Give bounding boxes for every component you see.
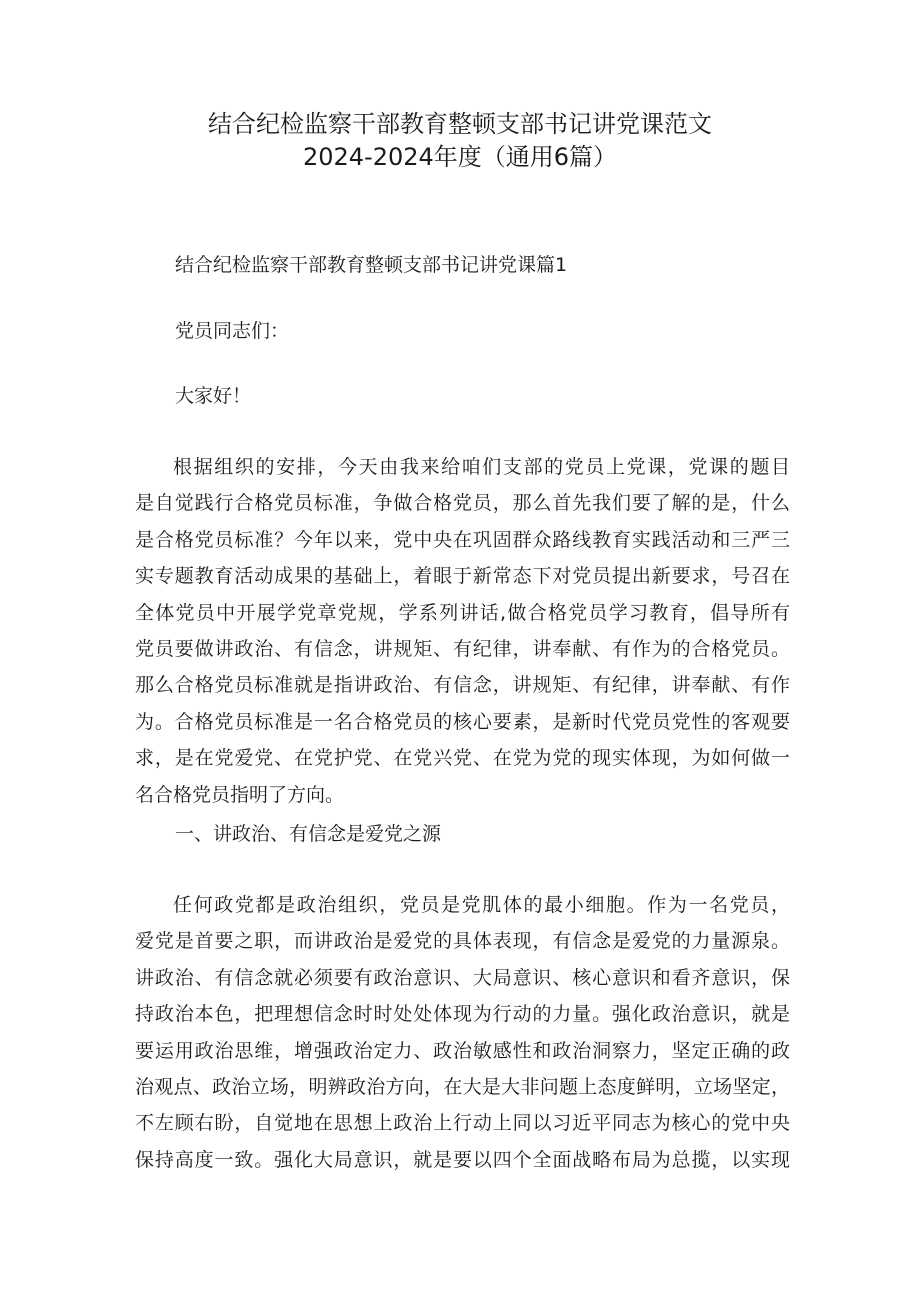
paragraph-line: 党员要做讲政治、有信念，讲规矩、有纪律，讲奉献、有作为的合格党员。 [135, 637, 790, 660]
greeting: 大家好！ [175, 385, 252, 407]
paragraph-2 [135, 887, 790, 1178]
paragraph-line: 治观点、政治立场，明辨政治方向，在大是大非问题上态度鲜明，立场坚定， [135, 1075, 790, 1098]
document-title [0, 108, 920, 174]
paragraph-line: 要运用政治思维，增强政治定力、政治敏感性和政治洞察力，坚定正确的政 [135, 1039, 790, 1062]
salutation: 党员同志们： [175, 320, 290, 342]
title-line-2: 2024-2024年度（通用6篇） [302, 143, 618, 171]
paragraph-line: 根据组织的安排，今天由我来给咱们支部的党员上党课，党课的题目 [173, 456, 790, 478]
section-heading: 结合纪检监察干部教育整顿支部书记讲党课篇1 [175, 254, 568, 276]
point-heading: 一、讲政治、有信念是爱党之源 [175, 823, 442, 845]
paragraph-line: 名合格党员指明了方向。 [135, 783, 345, 806]
paragraph-line: 为。合格党员标准是一名合格党员的核心要素，是新时代党员党性的客观要 [135, 710, 790, 733]
paragraph-line: 是合格党员标准？今年以来，党中央在巩固群众路线教育实践活动和三严三 [135, 528, 790, 551]
paragraph-line: 是自觉践行合格党员标准，争做合格党员，那么首先我们要了解的是，什么 [135, 492, 790, 515]
paragraph-line: 持政治本色，把理想信念时时处处体现为行动的力量。强化政治意识，就是 [135, 1003, 790, 1026]
paragraph-line: 那么合格党员标准就是指讲政治、有信念，讲规矩、有纪律，讲奉献、有作 [135, 674, 790, 697]
paragraph-line: 爱党是首要之职，而讲政治是爱党的具体表现，有信念是爱党的力量源泉。 [135, 930, 790, 953]
paragraph-line: 求，是在党爱党、在党护党、在党兴党、在党为党的现实体现，为如何做一 [135, 747, 790, 770]
paragraph-line: 讲政治、有信念就必须要有政治意识、大局意识、核心意识和看齐意识，保 [135, 966, 790, 989]
paragraph-line: 全体党员中开展学党章党规，学系列讲话,做合格党员学习教育，倡导所有 [135, 601, 790, 624]
paragraph-line: 任何政党都是政治组织，党员是党肌体的最小细胞。作为一名党员， [173, 894, 790, 916]
paragraph-line: 实专题教育活动成果的基础上，着眼于新常态下对党员提出新要求，号召在 [135, 565, 790, 588]
title-line-1: 结合纪检监察干部教育整顿支部书记讲党课范文 [208, 110, 712, 138]
paragraph-line: 保持高度一致。强化大局意识，就是要以四个全面战略布局为总揽，以实现 [135, 1148, 790, 1171]
paragraph-1 [135, 449, 790, 813]
paragraph-line: 不左顾右盼，自觉地在思想上政治上行动上同以习近平同志为核心的党中央 [135, 1112, 790, 1135]
